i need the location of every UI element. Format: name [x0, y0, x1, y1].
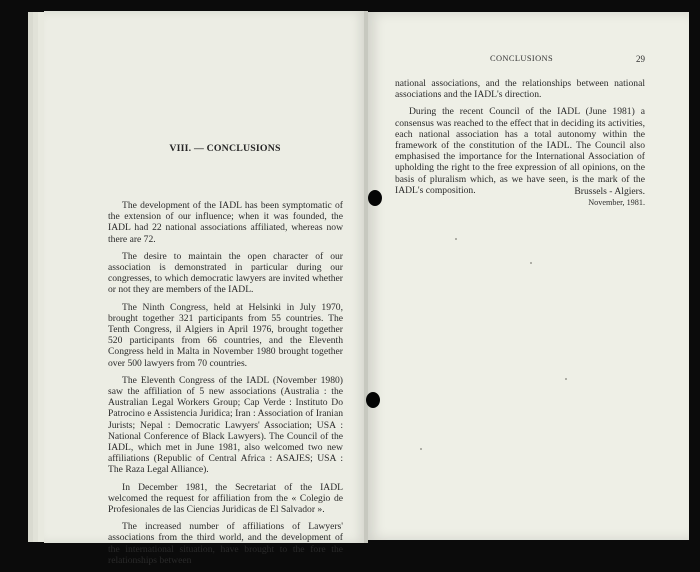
paragraph: The development of the IADL has been symptomatic of the extension of our influence; when it was founded, the IADL had 22 national associations affiliated, whereas now there are 72.	[108, 200, 343, 245]
book-gutter	[364, 11, 368, 543]
chapter-heading: VIII. — CONCLUSIONS	[169, 143, 281, 154]
signature-date: November, 1981.	[588, 198, 645, 207]
paragraph: The Eleventh Congress of the IADL (November 1980) saw the affiliation of 5 new associations (Australia : the Australian Legal Workers Group; Cap Verde : Instituto Do Patrocino e Assistencia Juridica; Iran : Association of Iranian Jurists; Nepal : Democratic Lawyers' Association; USA : National Conference of Black Lawyers). The Council of the IADL, which met in June 1981, also welcomed two new affiliations (Republic of Central Africa : ASAJES; USA : The Raza Legal Alliance).	[108, 374, 343, 476]
right-page-body	[395, 78, 645, 202]
paper-speck	[420, 448, 422, 450]
punch-hole-top	[368, 190, 382, 206]
running-head: CONCLUSIONS	[490, 54, 554, 63]
paragraph: The Ninth Congress, held at Helsinki in July 1970, brought together 321 participants from 55 countries. The Tenth Congress, il Algiers in April 1976, brought together 520 participants from 66 countries, and the Eleventh Congress held in Malta in November 1980 brought together over 500 lawyers from 70 countries.	[108, 301, 343, 369]
paragraph: In December 1981, the Secretariat of the IADL welcomed the request for affiliation from the « Colegio de Profesionales de las Ciencias Juridicas de El Salvador ».	[108, 481, 343, 516]
paper-speck	[530, 262, 532, 264]
left-page-body	[108, 200, 343, 572]
page-number: 29	[636, 54, 645, 64]
paragraph: The desire to maintain the open character of our association is demonstrated in particular during our congresses, to which democratic lawyers are invited whether or not they are members of the IADL.	[108, 250, 343, 296]
paragraph: During the recent Council of the IADL (June 1981) a consensus was reached to the effect that in deciding its activities, each national association has a total autonomy within the framework of the constitution of the IADL. The Council also emphasised the importance for the International Association of upholding the right to the free expression of all opinions, on the basis of pluralism which, as we have seen, is the mark of the IADL's composition.	[395, 106, 645, 196]
paper-speck	[455, 238, 457, 240]
signature-place: Brussels - Algiers.	[574, 186, 645, 197]
punch-hole-bottom	[366, 392, 380, 408]
paragraph-continuation: national associations, and the relationships between national associations and the IADL's direction.	[395, 78, 645, 101]
paragraph: The increased number of affiliations of Lawyers' associations from the third world, and the development of the international situation, have brought to the fore the relationships between	[108, 521, 343, 566]
paper-speck	[565, 378, 567, 380]
